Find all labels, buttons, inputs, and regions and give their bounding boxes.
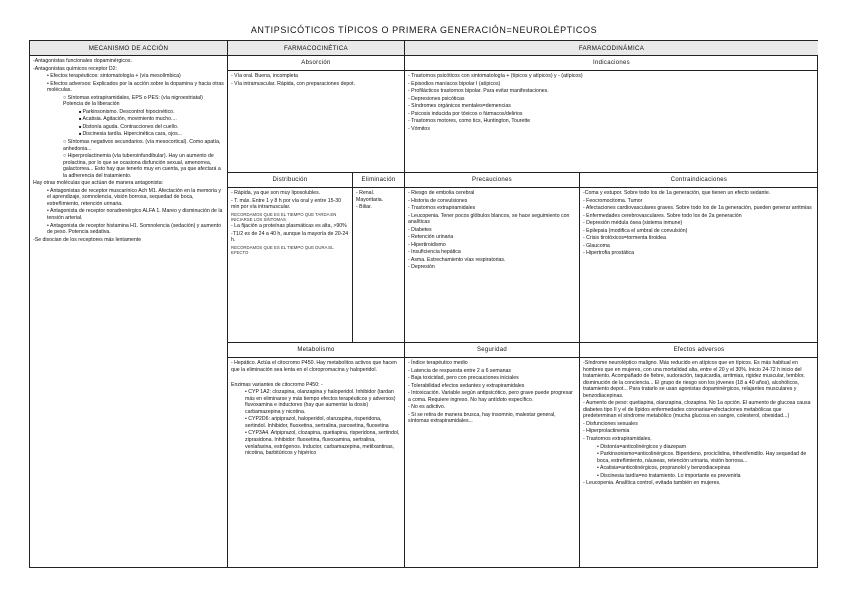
seguridad-line: - Si se retira de manera brusca, hay insomnio, malestar general, síntomas extrapiramidales... <box>408 411 556 425</box>
precauciones-line: - Retención urinaria <box>408 234 454 241</box>
seguridad-cell <box>405 358 580 568</box>
indicaciones-line: - Trastornos psicóticos con sintomatología + (típicos y atípicos) y - (atípicos) <box>408 73 583 79</box>
precauciones-line: - Historia de convulsiones <box>408 197 468 204</box>
efectos-eps-item: • Acatisia=anticolinérgicos, propranolol y benzodiacepinas <box>583 465 815 472</box>
mecanismo-line: • Antagonistas de receptor muscarínico Ach M1. Afectación en la memoria y el aprendizaje, somnolencia, visión borrosa, sequedad de boca, estreñimiento, retención urinaria. <box>33 188 224 208</box>
subheader-precauciones: Precauciones <box>405 173 580 188</box>
precauciones-cell <box>405 188 580 343</box>
distribucion-line: - T. máx. Entre 1 y 8 h por vía oral y entre 15-30 min por vía intramuscular. <box>231 197 342 211</box>
distribucion-line: RECORDAMOS QUE ES EL TIEMPO QUE TARDA EN INICIARSE LOS SÍNTOMAS <box>231 211 337 222</box>
efectos-line: - Hiperprolactinemia <box>583 428 630 435</box>
distribucion-line: RECORDAMOS QUE ES EL TIEMPO QUE DURA EL EFECTO <box>231 244 334 255</box>
mecanismo-cell <box>30 56 228 568</box>
precauciones-line: - Hipertiroidismo <box>408 241 446 248</box>
mecanismo-line: ■ Acatisia. Agitación, movimiento mucho.... <box>33 116 224 123</box>
subheader-metabolismo: Metabolismo <box>228 343 405 358</box>
contraindicaciones-line: -Coma y estupor. Sobre todo los de 1a generación, que tienen un efecto sedante. <box>583 190 771 196</box>
mecanismo-line: -Antagonistas funcionales dopaminérgicos. <box>33 58 132 64</box>
mecanismo-line: • Antagonista de receptor histamina H1. Somnolencia (sedación) y aumento de peso. Potencia sedativa. <box>33 223 224 236</box>
distribucion-line: - Rápida, ya que son muy liposolubles. <box>231 190 321 196</box>
page-title: ANTIPSICÓTICOS TÍPICOS O PRIMERA GENERACIÓN=NEUROLÉPTICOS <box>250 25 598 35</box>
contraindicaciones-line: - Depresión médula ósea (sistema inmune) <box>583 220 683 227</box>
efectos-eps-item: • Distonía=anticolinérgicos y diazepam <box>583 444 815 451</box>
indicaciones-line: - Trastornos motores, como tics, Huntington, Tourette <box>408 118 531 125</box>
efectos-eps-item: • Parkinsonismo=anticolinérgicos. Biperideno, prociclidina, trihexifenidilo. Hay sequedad de boca, estreñimiento, náuseas, retención urinaria, visión borrosa... <box>583 451 815 464</box>
efectos-line: - Aumento de peso: quetiapina, olanzapina, clozapina. No 1a opción. El aumento de glucosa causa diabetes tipo II y el de lípidos enfermedades coronarias=afectaciones metabólicas que predeterminan el síndrome metabólico (mucha glucosa en sangre, colesterol, obesidad...) <box>583 400 811 420</box>
absorcion-cell <box>228 71 405 173</box>
metabolismo-enzyme-item: • CYP3A4. Aripiprazol, clozapina, quetiapina, risperidona, sertindol, ziprasidona. Inhibidor: fluoxetina, fluvoxamina, sertralina, venlafaxina, estrógenos. Inductor, carbamazepina, metilxantinas, nicotina, barbitúricos y hipérico <box>231 430 401 456</box>
subheader-eliminacion: Eliminación <box>353 173 405 188</box>
seguridad-line: - Baja toxicidad, pero con precauciones iniciales <box>408 375 519 382</box>
efectos-eps-item: • Discinesia tardía=no tratamiento. Lo importante es prevenirla <box>583 473 815 480</box>
contraindicaciones-line: - Enfermedades cerebrovasculares. Sobre todo los de 2a generación <box>583 212 742 219</box>
seguridad-line: - Índice terapéutico medio <box>408 360 468 366</box>
spacer <box>231 374 401 381</box>
contraindicaciones-line: - Hipertrofia prostática <box>583 250 635 257</box>
header-farmacocinetica: FARMACOCINÉTICA <box>228 41 405 56</box>
absorcion-line: - Vía oral. Buena, incompleta <box>231 73 298 79</box>
subheader-indicaciones: Indicaciones <box>405 56 818 71</box>
subheader-distribucion: Distribución <box>228 173 353 188</box>
seguridad-line: - Tolerabilidad efectos sedantes y extrapiramidales <box>408 382 525 389</box>
mecanismo-line: • Efectos adversos: Explicados por la acción sobre la dopamina y hacia otras moléculas. <box>33 81 224 94</box>
mecanismo-line: -Antagonistas químicos receptor D2: <box>33 65 117 72</box>
mecanismo-line: ○ Hiperprolactinemia (vía tuberoinfundibular). Hay un aumento de prolactina, por lo que se ocasiona disfunción sexual, amenorrea, galactorrea... Esto hay que tenerlo muy en cuenta, ya que afectará a la adherencia del tratamiento. <box>33 153 224 179</box>
indicaciones-line: - Depresiones psicóticas <box>408 95 465 102</box>
header-farmacodinamica: FARMACODINÁMICA <box>405 41 818 56</box>
contraindicaciones-line: - Afectaciones cardiovasculares graves. Sobre todo los de 1a generación, pueden generar arritmias <box>583 205 812 212</box>
subheader-efectos: Efectos adversos <box>580 343 818 358</box>
subheader-contraindicaciones: Contraindicaciones <box>580 173 818 188</box>
efectos-cell <box>580 358 818 568</box>
indicaciones-line: - Profilácticos trastornos bipolar. Para evitar manifestaciones. <box>408 88 549 95</box>
seguridad-line: - Latencia de respuesta entre 2 a 6 semanas <box>408 367 511 374</box>
seguridad-line: - Intoxicación. Variable según antipsicótico, pero grave puede progresar a coma. Requiere ingreso. No hay antídoto específico. <box>408 390 573 403</box>
metabolismo-cell <box>228 358 405 568</box>
mecanismo-line: ○ Síntomas negativos secundarios. (vía mesocortical). Como apatía, anhedonia... <box>33 139 224 152</box>
mecanismo-line: -Se disocian de los receptores más lentamente <box>33 236 142 243</box>
eliminacion-line: - Renal. Mayoritaria. <box>356 190 384 203</box>
absorcion-line: - Vía intramuscular. Rápida, con preparaciones depot. <box>231 80 355 87</box>
distribucion-cell <box>228 188 353 343</box>
indicaciones-line: - Síndromes orgánicos mentales=demencias <box>408 103 511 110</box>
efectos-line: - Leucopenia. Analítica control, evitada también en mujeres. <box>583 480 721 487</box>
metabolismo-enzyme-item: • CYP2D6: aripiprazol, haloperidol, olanzapina, risperidona, sertindol. Inhibidor, fluoxetina, sertralina, paroxetina, fluoxetina <box>231 416 401 429</box>
precauciones-line: - Asma. Estrechamiento vías respiratorias. <box>408 256 506 263</box>
indicaciones-line: - Episodios maníacos bipolar I (atípicos) <box>408 80 501 87</box>
eliminacion-line: - Biliar. <box>356 204 372 211</box>
contraindicaciones-cell <box>580 188 818 343</box>
precauciones-line: - Depresión <box>408 264 435 271</box>
seguridad-line: - No es adictivo. <box>408 404 446 411</box>
contraindicaciones-line: - Feocromocitoma. Tumor <box>583 197 643 204</box>
distribucion-line: -T1/2 es de 24 a 40 h, aunque la mayoría de 20-24 h. <box>231 230 349 244</box>
eliminacion-cell <box>353 188 405 343</box>
metabolismo-enzyme-item: • CYP 1A2: clozapina, olanzapina y haloperidol. Inhibidor (tardan más en eliminarse y más tiempo efectos terapéuticos y adversos) fluvoxamina e inductores (hay que aumentar la dosis) carbamazepina y nicotina. <box>231 389 401 415</box>
distribucion-line: - La fijación a proteínas plasmáticas es alta, >90% <box>231 223 347 230</box>
efectos-line: -Síndrome neuroléptico maligno. Más reducido en atípicos que en típicos. Es más habitual en hombres que en mujeres, con una mortalidad alta, entre el 20 y el 30%. Inicio 24-72 h inicio del tratamiento. Acompañado de fiebre, sudoración, taquicardia, arritmias, rigidez muscular, temblor, disminución de la conciencia... El grupo de riesgo son los jóvenes (18 a 40 años), alcohólicos, tratamiento depot... Para tratarlo se usan agonistas dopaminérgicos, relajantes musculares y benzodiacepinas. <box>583 360 805 399</box>
efectos-line: - Disfunciones sexuales <box>583 420 638 427</box>
precauciones-line: - Trastornos extrapiramidales <box>408 205 476 212</box>
indicaciones-line: - Psicosis inducida por tóxicos o fármacos/delirios <box>408 110 523 117</box>
precauciones-line: - Diabetes <box>408 226 432 233</box>
mecanismo-line: ■ Parkinsonismo. Descontrol hipocinético. <box>33 109 224 116</box>
indicaciones-cell <box>405 71 818 173</box>
mecanismo-line: ■ Discinesia tardía. Hipercinética cara, ojos... <box>33 131 224 138</box>
mecanismo-line: ○ Síntomas extrapiramidales, EPS o PES: (vía nigroestriatal) Potencia de la liberación <box>33 95 224 108</box>
metabolismo-line: - Hepático. Actúa el citocromo P450. Hay metabolitos activos que hacen que la eliminación sea lenta en el cloropromacina y haloperidol. <box>231 360 397 373</box>
precauciones-line: - Riesgo de embolia cerebral <box>408 190 475 196</box>
contraindicaciones-line: - Epilepsia (modifica el umbral de convulsión) <box>583 227 688 234</box>
mecanismo-line: • Antagonista de receptor noradrenérgico ALFA 1. Mareo y disminución de la tensión arterial. <box>33 208 224 221</box>
indicaciones-line: - Vómitos <box>408 125 430 132</box>
metabolismo-line: Enzimas variantes de citocromo P450: - <box>231 381 323 388</box>
header-mecanismo: MECANISMO DE ACCIÓN <box>30 41 228 56</box>
mecanismo-line: Hay otras moléculas que actúan de manera antagonista: <box>33 180 164 187</box>
precauciones-line: - Insuficiencia hepática <box>408 249 461 256</box>
efectos-line: - Trastornos extrapiramidales. <box>583 436 652 443</box>
summary-table <box>29 40 818 568</box>
contraindicaciones-line: - Crisis tirotóxicos=tormenta tiroidea <box>583 235 666 242</box>
subheader-absorcion: Absorción <box>228 56 405 71</box>
precauciones-line: - Leucopenia. Tener pocos glóbulos blancos, se hace seguimiento con analíticas <box>408 212 570 226</box>
contraindicaciones-line: - Glaucoma <box>583 242 610 249</box>
mecanismo-line: • Efectos terapéuticos: sintomatología + (vía mesolímbica) <box>33 73 224 80</box>
mecanismo-line: ■ Distonía aguda. Contracciones del cuello. <box>33 124 224 131</box>
subheader-seguridad: Seguridad <box>405 343 580 358</box>
